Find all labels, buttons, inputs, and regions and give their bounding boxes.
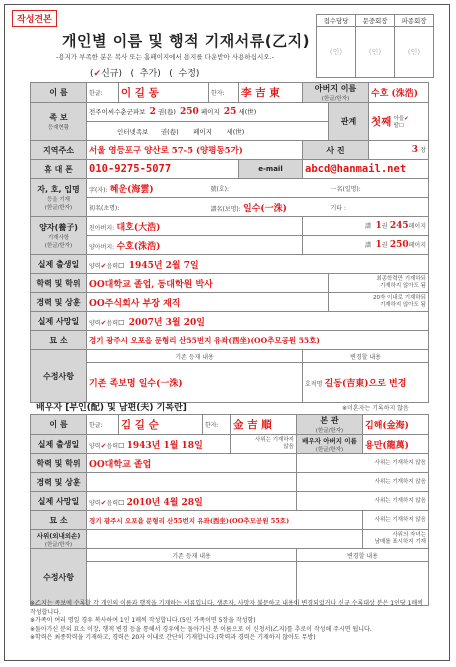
name-hanja[interactable]: 李 吉 東 [239,83,303,103]
birth-value[interactable]: 양력✔음력☐ 1945년 2월 7일 [87,255,429,274]
document-title: 개인별 이름 및 행적 기재서류(乙지) [62,32,310,50]
spouse-table [30,414,429,606]
spouse-birth-value[interactable]: 양력✔음력☐ 1943년 1월 18일 [87,435,231,454]
revision-after[interactable]: 호적명 길동(吉東)으로 변경 [303,363,429,403]
spouse-revision-before-header: 기존 등재 내용 [87,549,297,562]
grave-value[interactable]: 경기 광주시 오포읍 문형리 산55번지 유좌(酉坐)(OO추모공원 55호) [87,331,429,350]
revision-after-header: 변경할 내용 [303,350,429,363]
email-label: e-mail [239,160,303,179]
approval-sign[interactable]: (인) [395,27,434,78]
checkmark-icon[interactable]: ✔ [93,69,102,79]
spouse-hangul-label: 한글: [87,415,119,435]
edu-label: 학력 및 학위 [31,274,87,293]
phone-value[interactable]: 010-9275-5077 [87,160,239,179]
bongwan-label: 본 관 (한글/한자) [297,415,363,435]
spouse-revision-before[interactable] [87,562,297,606]
relation-label: 관계 [329,103,369,141]
jokbo-line-1[interactable]: 전주이씨수춘군파보 2 권(卷) 250 페이지 25 세(世) [87,103,329,122]
alias-chomyeong[interactable]: 初名(초명): [87,198,209,217]
alias-ja[interactable]: 字(자): 혜운(海雲) [87,179,209,198]
career-hint: 20자 이내로 기재하되 기재하지 않아도 됨 [329,293,429,312]
approval-header: 파종회장 [395,15,434,27]
career-value[interactable]: OO주식회사 부장 재직 [87,293,329,312]
alias-ilmyeong[interactable]: 一名(일명): [329,179,429,198]
spouse-name-label: 이 름 [31,415,87,435]
spouse-career-hint: 사위는 기재하지 않음 [297,473,429,492]
spouse-edu-hint: 사위는 기재하지 않음 [297,454,429,473]
name-hangul[interactable]: 이 길 동 [119,83,209,103]
birth-label: 실제 출생일 [31,255,87,274]
note-item: ※학력은 최종학력을 기재하고, 경력은 20자 이내로 간단히 기재합니다.(학력과 경력은 기재하지 않아도 무방) [30,634,316,641]
adopt-label: 양자(養子) 기재사항 (한글/한자) [31,217,87,255]
remarry-value[interactable] [87,530,363,549]
spouse-hanja-label: 한자: [203,415,231,435]
spouse-death-label: 실제 사망일 [31,492,87,511]
sample-stamp: 작성견본 [12,10,57,27]
relation-value[interactable]: 첫째 아들✔ 딸☐ [369,103,429,141]
revision-before-header: 기존 등재 내용 [87,350,303,363]
birth-father-jokbo[interactable]: 譜 1권 245페이지 [303,217,429,236]
spouse-career-value[interactable] [87,473,297,492]
approval-header: 접수담당 [317,15,356,27]
spouse-career-label: 경력 및 상훈 [31,473,87,492]
spouse-section-note: ※미혼자는 기록하지 않음 [342,405,409,412]
spouse-name-hanja[interactable]: 金 吉 順 [231,415,297,435]
revision-label: 수정사항 [31,350,87,403]
edu-value[interactable]: OO대학교 졸업, 동대학원 박사 [87,274,329,293]
approval-sign[interactable]: (인) [317,27,356,78]
note-item: ※돌아가신 분의 묘소 이장, 행적 변경 등을 통해서 경우에는 돌아가신 분 이름으로 이 신청서(乙지)를 추로이 작성해 주시면 됩니다. [30,625,372,633]
address-label: 지역주소 [31,141,87,160]
approval-sign[interactable]: (인) [356,27,395,78]
approval-header: 문중회장 [356,15,395,27]
death-value[interactable]: 양력✔음력☐ 2007년 3월 20일 [87,312,429,331]
adopt-father[interactable]: 양아버지: 수호(洙浩) [87,236,303,255]
hangul-label: 한글: [87,83,119,103]
birth-father[interactable]: 친아버지: 대호(大浩) [87,217,303,236]
jokbo-line-2[interactable]: 인터넷족보 권(卷) 페이지 세(世) [87,122,329,141]
type-new[interactable]: 신규 [101,69,119,79]
spouse-edu-value[interactable]: OO대학교 졸업 [87,454,297,473]
alias-other[interactable]: 기타 : [329,198,429,217]
father-name[interactable]: 수호 (洙浩) [369,83,429,103]
form-type-options: (✔신규) ( 추가) ( 수정) [90,69,200,79]
spouse-father-value[interactable]: 용만(龍萬) [363,435,429,454]
remarry-label: 사위(외내외손) (한글/한자) [31,530,87,549]
spouse-grave-hint: 사위는 기재하지 않음 [363,511,429,530]
father-label: 아버지 이름 (한글/한자) [303,83,369,103]
alias-bomyeong[interactable]: 譜名(보명): 일수(一洙) [209,198,329,217]
jokbo-label: 족 보 등재현황 [31,103,87,141]
address-value[interactable]: 서울 영등포구 양산로 57-5 (양평동5가) [87,141,303,160]
remarry-hint: 사위의 자녀는 남매를 표시하지 기재 [363,530,429,549]
grave-label: 묘 소 [31,331,87,350]
name-label: 이 름 [31,83,87,103]
career-label: 경력 및 상훈 [31,293,87,312]
email-value[interactable]: abcd@hanmail.net [303,160,429,179]
spouse-grave-value[interactable]: 경기 광주시 오포읍 문형리 산55번지 유좌(酉坐)(OO추모공원 55호) [87,511,363,530]
spouse-name-hangul[interactable]: 김 길 순 [119,415,203,435]
alias-label: 자, 호, 입명 등을 기재 (한글/한자) [31,179,87,217]
hanja-label: 한자: [209,83,239,103]
revision-before[interactable]: 기존 족보명 일수(一洙) [87,363,303,403]
person-table [30,82,429,403]
spouse-birth-label: 실제 출생일 [31,435,87,454]
photo-count[interactable]: 3 장 [369,141,429,160]
photo-label: 사 진 [303,141,369,160]
note-item: ※가족이 여러 명일 경우 복사하여 1인 1매씩 작성합니다.(5인 가족이면 5장을 작성함) [30,617,256,624]
spouse-birth-hint: 사위는 기재하지 않음 [231,435,297,454]
bongwan-value[interactable]: 김해(金海) [363,415,429,435]
spouse-edu-label: 학력 및 학위 [31,454,87,473]
spouse-revision-after[interactable] [297,562,429,606]
spouse-revision-after-header: 변경할 내용 [297,549,429,562]
spouse-revision-label: 수정사항 [31,549,87,606]
spouse-father-label: 배우자 아버지 이름 (한글/한자) [297,435,363,454]
spouse-death-hint: 사위는 기재하지 않음 [297,492,429,511]
approval-table [316,14,434,78]
type-modify[interactable]: 수정 [178,69,196,79]
spouse-grave-label: 묘 소 [31,511,87,530]
footer-notes [30,600,426,643]
alias-ho[interactable]: 號(호): [209,179,329,198]
spouse-section-title: 배우자 [부인(配) 및 남편(夫) 기록란] [36,403,187,413]
phone-label: 휴 대 폰 [31,160,87,179]
edu-hint: 최종학력만 기재하되 기재하지 않아도 됨 [329,274,429,293]
document-subtitle: -용지가 부족한 분은 복사 또는 홈페이지에서 용지를 다운받아 사용하십시오.- [56,53,274,61]
death-label: 실제 사망일 [31,312,87,331]
adopt-father-jokbo[interactable]: 譜 1권 250페이지 [303,236,429,255]
spouse-death-value[interactable]: 양력✔음력☐ 2010년 4월 28일 [87,492,297,511]
note-item: ※乙지는 족보에 수록할 각 개인의 이름과 행적을 기재하는 서류입니다. 생존자, 사망자 불문하고 내용이 변경되었거나 신규 수록대상 분은 1인당 1매씩 작성합니다. [30,600,423,616]
type-add[interactable]: 추가 [139,69,158,79]
